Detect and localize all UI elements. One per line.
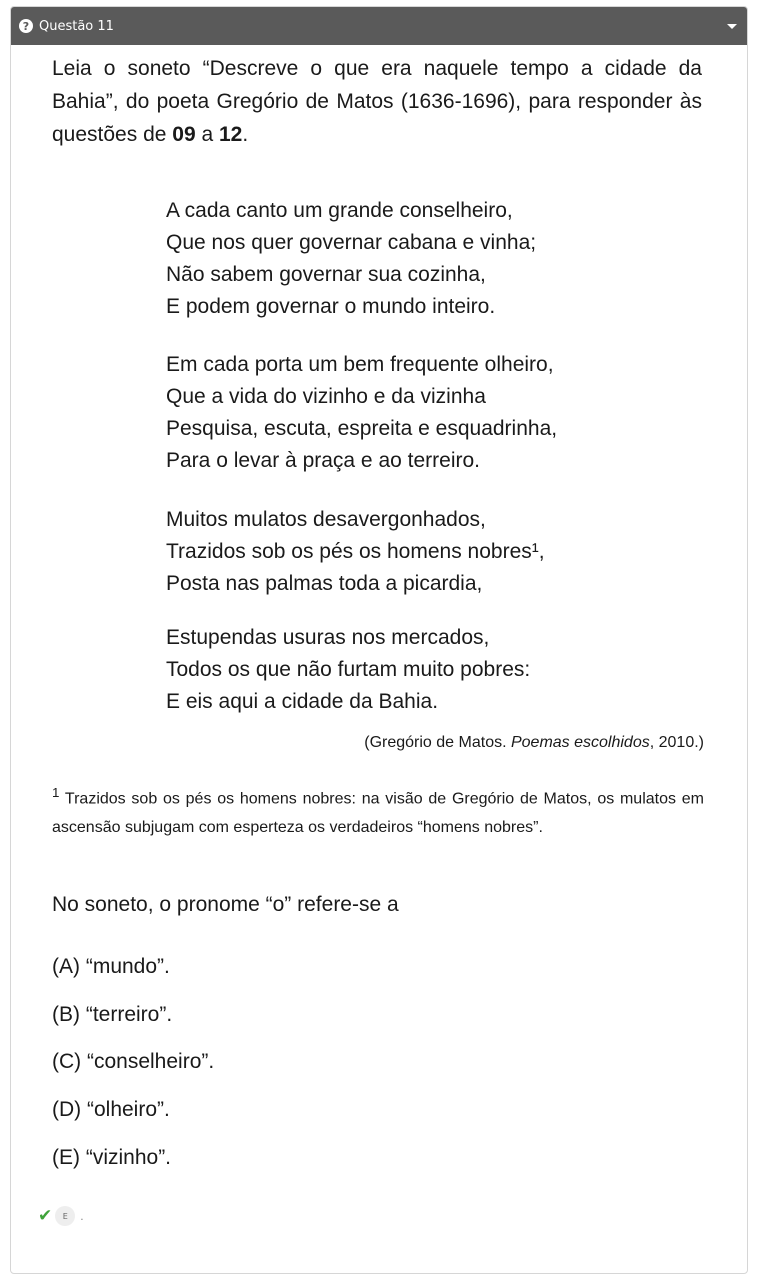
- poem-line: Trazidos sob os pés os homens nobres¹,: [166, 540, 545, 563]
- poem-source: [52, 734, 704, 752]
- poem-line: Todos os que não furtam muito pobres:: [166, 658, 531, 681]
- option-d[interactable]: (D) “olheiro”.: [52, 1098, 170, 1121]
- source-pre: (Gregório de Matos.: [364, 734, 511, 751]
- answer-badge: E: [55, 1206, 75, 1226]
- option-e[interactable]: (E) “vizinho”.: [52, 1146, 172, 1169]
- caret-down-icon[interactable]: [727, 24, 737, 29]
- option-c[interactable]: (C) “conselheiro”.: [52, 1050, 215, 1073]
- option-b[interactable]: (B) “terreiro”.: [52, 1003, 173, 1026]
- intro-number-end: 12: [218, 123, 243, 146]
- source-post: , 2010.): [649, 734, 704, 751]
- question-header[interactable]: [11, 7, 747, 45]
- check-icon: ✔: [38, 1206, 53, 1226]
- poem-line: Posta nas palmas toda a picardia,: [166, 572, 483, 595]
- stanza-1: [166, 195, 706, 323]
- footnote-text: Trazidos sob os pés os homens nobres: na visão de Gregório de Matos, os mulatos em ascensão subjugam com esperteza os verdadeiros “homens nobres”.: [52, 790, 704, 837]
- source-book: Poemas escolhidos: [510, 734, 650, 751]
- poem-line: Muitos mulatos desavergonhados,: [166, 508, 486, 531]
- answer-row: [38, 1206, 84, 1226]
- poem-line: Para o levar à praça e ao terreiro.: [166, 449, 480, 472]
- poem-line: Que nos quer governar cabana e vinha;: [166, 231, 537, 254]
- intro-mid: a: [195, 123, 219, 146]
- question-title: Questão 11: [39, 18, 114, 34]
- intro-number-start: 09: [172, 123, 196, 146]
- intro-post: .: [242, 123, 249, 146]
- stanza-2: [166, 349, 706, 477]
- poem-line: Não sabem governar sua cozinha,: [166, 263, 486, 286]
- poem-line: Pesquisa, escuta, espreita e esquadrinha,: [166, 417, 558, 440]
- answer-dot: .: [80, 1209, 84, 1223]
- footnote: [52, 778, 704, 842]
- poem-line: E eis aqui a cidade da Bahia.: [166, 690, 439, 713]
- intro-text: [52, 52, 702, 151]
- option-a[interactable]: (A) “mundo”.: [52, 955, 170, 978]
- footnote-mark: 1: [52, 785, 60, 800]
- poem-line: Em cada porta um bem frequente olheiro,: [166, 353, 554, 376]
- poem-line: Estupendas usuras nos mercados,: [166, 626, 490, 649]
- poem-line: E podem governar o mundo inteiro.: [166, 295, 496, 318]
- poem-line: Que a vida do vizinho e da vizinha: [166, 385, 486, 408]
- question-stem: No soneto, o pronome “o” refere-se a: [52, 893, 399, 916]
- question-circle-icon: ?: [19, 19, 33, 33]
- stanza-3: [166, 504, 706, 600]
- poem-line: A cada canto um grande conselheiro,: [166, 199, 513, 222]
- intro-pre: Leia o soneto “Descreve o que era naquele tempo a cidade da Bahia”, do poeta Gregório de Matos (1636-1696), para responder às questões de: [52, 57, 702, 146]
- stanza-4: [166, 622, 706, 718]
